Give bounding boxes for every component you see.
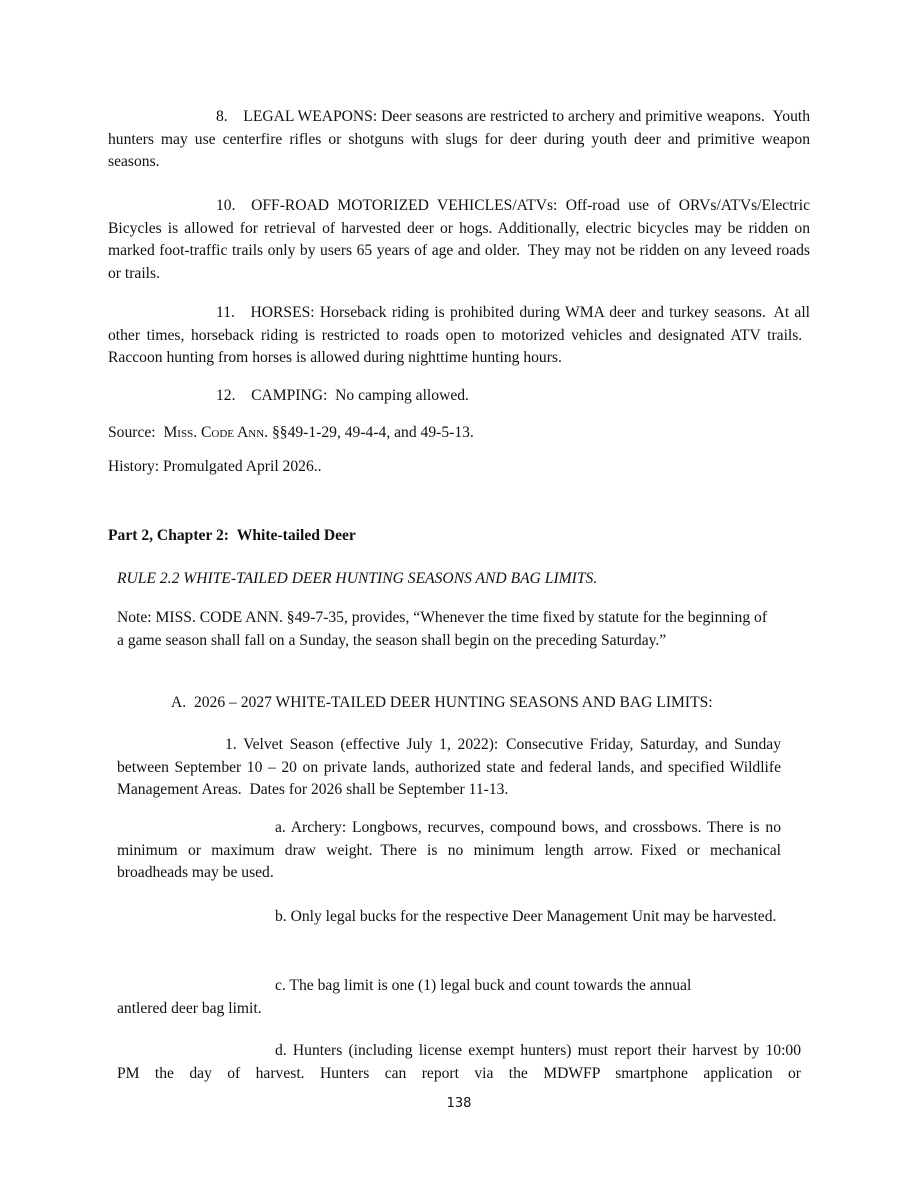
source-code: Miss. Code Ann. <box>163 424 269 441</box>
rule-title: RULE 2.2 WHITE-TAILED DEER HUNTING SEASONS AND BAG LIMITS. <box>117 570 598 587</box>
paragraph-off-road-vehicles: 10. OFF-ROAD MOTORIZED VEHICLES/ATVs: Off-road use of ORVs/ATVs/Electric Bicycles is allowed for retrieval of harvested deer or hogs. Additionally, electric bicycles may be ridden on marked foot-traffic trails only by users 65 years of age and older. They may not be ridden on any leveed roads or trails. <box>108 197 810 282</box>
source-line <box>108 422 810 445</box>
section-a-heading: A. 2026 – 2027 WHITE-TAILED DEER HUNTING SEASONS AND BAG LIMITS: <box>171 694 713 711</box>
velvet-season-paragraph: 1. Velvet Season (effective July 1, 2022): Consecutive Friday, Saturday, and Sunday between September 10 – 20 on private lands, authorized state and federal lands, and specified Wildlife Management Areas. Dates for 2026 shall be September 11-13. <box>117 736 781 799</box>
paragraph-camping: 12. CAMPING: No camping allowed. <box>216 387 469 404</box>
page-number: 138 <box>446 1096 472 1111</box>
archery-paragraph: a. Archery: Longbows, recurves, compound bows, and crossbows. There is no minimum or maximum draw weight. There is no minimum length arrow. Fixed or mechanical broadheads may be used. <box>117 819 781 882</box>
harvest-report-paragraph: d. Hunters (including license exempt hunters) must report their harvest by 10:00 PM the day of harvest. Hunters can report via the MDWFP smartphone application or <box>117 1042 801 1082</box>
legal-bucks-paragraph: b. Only legal bucks for the respective Deer Management Unit may be harvested. <box>275 908 777 925</box>
paragraph-legal-weapons: 8. LEGAL WEAPONS: Deer seasons are restricted to archery and primitive weapons. Youth hunters may use centerfire rifles or shotguns with slugs for deer during youth deer and primitive weapon seasons. <box>108 108 810 171</box>
chapter-heading: Part 2, Chapter 2: White-tailed Deer <box>108 527 356 544</box>
history-line: History: Promulgated April 2026.. <box>108 458 322 475</box>
source-sections: §§49-1-29, 49-4-4, and 49-5-13. <box>268 424 474 441</box>
source-prefix: Source: <box>108 424 164 441</box>
note-paragraph: Note: MISS. CODE ANN. §49-7-35, provides, “Whenever the time fixed by statute for the beginning of a game season shall fall on a Sunday, the season shall begin on the preceding Saturday.” <box>117 609 768 649</box>
paragraph-horses: 11. HORSES: Horseback riding is prohibited during WMA deer and turkey seasons. At all other times, horseback riding is restricted to roads open to motorized vehicles and designated ATV trails. Raccoon hunting from horses is allowed during nighttime hunting hours. <box>108 304 810 367</box>
bag-limit-paragraph: c. The bag limit is one (1) legal buck and count towards the annual antlered deer bag limit. <box>117 977 692 1017</box>
